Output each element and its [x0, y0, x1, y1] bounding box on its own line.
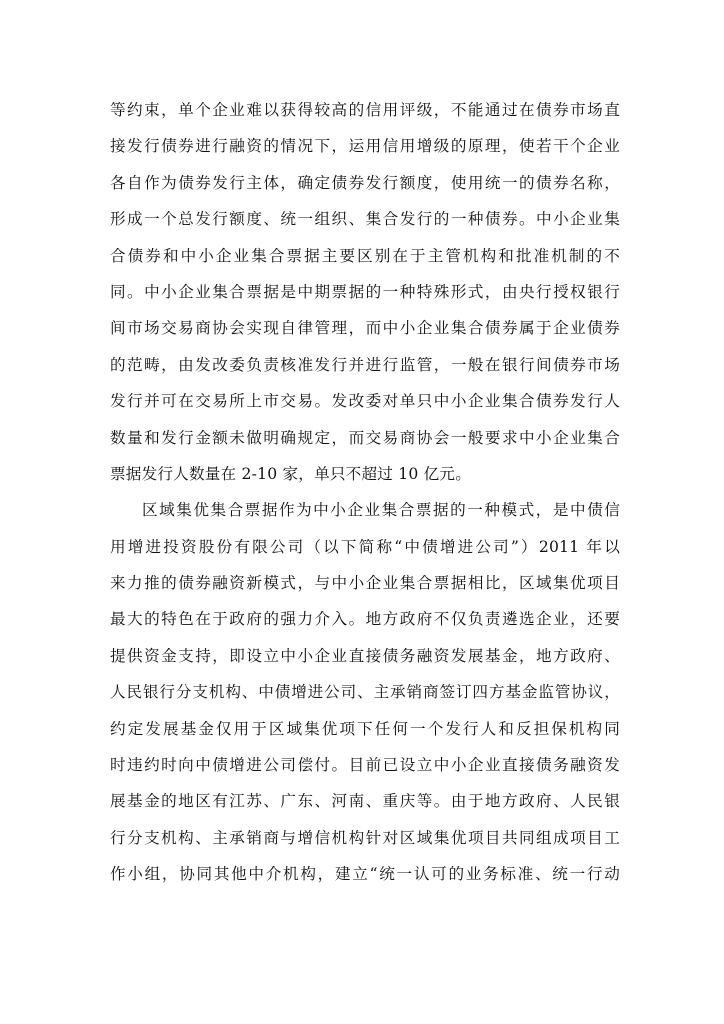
text-line: 间市场交易商协会实现自律管理，而中小企业集合债券属于企业债券: [110, 319, 620, 338]
text-line: 约定发展基金仅用于区域集优项下任何一个发行人和反担保机构同: [110, 719, 620, 738]
text-line: 数量和发行金额未做明确规定，而交易商协会一般要求中小企业集合: [110, 428, 620, 447]
text-line: 票据发行人数量在 2-10 家，单只不超过 10 亿元。: [110, 464, 471, 483]
text-line: 展基金的地区有江苏、广东、河南、重庆等。由于地方政府、人民银: [110, 792, 620, 811]
text-line: 合债券和中小企业集合票据主要区别在于主管机构和批准机制的不: [110, 246, 620, 265]
text-line: 发行并可在交易所上市交易。发改委对单只中小企业集合债券发行人: [110, 392, 620, 411]
text-line: 形成一个总发行额度、统一组织、集合发行的一种债券。中小企业集: [110, 210, 620, 229]
text-line: 用增进投资股份有限公司（以下简称“中债增进公司”）2011 年以: [110, 537, 620, 556]
text-line: 的范畴，由发改委负责核准发行并进行监管，一般在银行间债券市场: [110, 355, 620, 374]
text-line: 来力推的债券融资新模式，与中小企业集合票据相比，区域集优项目: [110, 574, 620, 593]
text-line: 行分支机构、主承销商与增信机构针对区域集优项目共同组成项目工: [110, 828, 620, 847]
text-line: 各自作为债券发行主体，确定债券发行额度，使用统一的债券名称，: [110, 173, 620, 192]
text-line: 最大的特色在于政府的强力介入。地方政府不仅负责遴选企业，还要: [110, 610, 620, 629]
text-line: 等约束，单个企业难以获得较高的信用评级，不能通过在债券市场直: [110, 101, 620, 119]
text-line: 区域集优集合票据作为中小企业集合票据的一种模式，是中债信: [142, 501, 620, 520]
body-text: [110, 92, 620, 893]
text-line: 同。中小企业集合票据是中期票据的一种特殊形式，由央行授权银行: [110, 282, 620, 301]
text-line: 作小组，协同其他中介机构，建立“统一认可的业务标准、统一行动: [110, 865, 620, 884]
text-line: 人民银行分支机构、中债增进公司、主承销商签订四方基金监管协议，: [110, 683, 620, 702]
text-line: 接发行债券进行融资的情况下，运用信用增级的原理，使若干个企业: [110, 137, 620, 156]
text-line: 时违约时向中债增进公司偿付。目前已设立中小企业直接债务融资发: [110, 756, 620, 775]
text-line: 提供资金支持，即设立中小企业直接债务融资发展基金，地方政府、: [110, 646, 620, 665]
